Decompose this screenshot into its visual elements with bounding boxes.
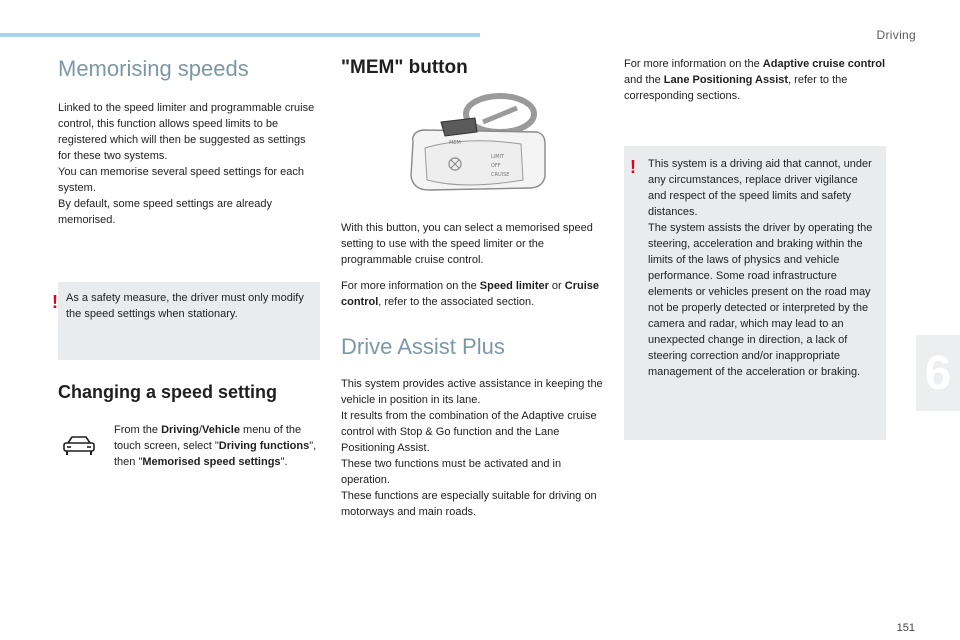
step-bold-driving: Driving [161, 424, 199, 436]
safety-warning-box [52, 282, 320, 360]
col3-text-1: For more information on the [624, 58, 763, 70]
intro-paragraph-3: By default, some speed settings are already memorised. [58, 198, 273, 226]
col3-text-2: and the [624, 74, 664, 86]
bold-lane-positioning-assist: Lane Positioning Assist [663, 74, 789, 86]
driving-aid-warning-1: This system is a driving aid that cannot, under any circumstances, replace driver vigilance and respect of the speed limits and safety distances. [648, 158, 872, 218]
drive-assist-paragraph-1: This system provides active assistance in keeping the vehicle in position in its lane. [341, 378, 603, 406]
bold-speed-limiter: Speed limiter [479, 280, 549, 292]
warning-exclamation-icon-2: ! [630, 157, 636, 177]
driving-aid-warning-box [624, 146, 886, 440]
label-mem: MEM [449, 140, 461, 146]
mem-description: With this button, you can select a memorised speed setting to use with the speed limiter or the programmable cruise control. [341, 222, 593, 266]
drive-assist-paragraph-4: These functions are especially suitable for driving on motorways and main roads. [341, 490, 597, 518]
column-drive-assist-warnings [624, 56, 886, 440]
more-info-text-2: or [548, 280, 565, 292]
warning-exclamation-icon: ! [52, 292, 58, 312]
mem-more-info [341, 278, 605, 310]
step-block [58, 422, 320, 492]
more-info-text-1: For more information on the [341, 280, 480, 292]
title-memorising-speeds: Memorising speeds [58, 56, 249, 81]
step-text-1: From the [114, 424, 162, 436]
label-limit: LIMIT [491, 154, 505, 160]
driving-aid-warning-2: The system assists the driver by operating the steering, acceleration and braking within the limits of the laws of physics and vehicle performance. Some road infrastructure elements or vehicles present on the road may not be properly detected or interpreted by the camera and radar, which may lead to an unexpected change in direction, a lack of steering correction and/or inappropriate management of the acceleration or braking. [648, 222, 873, 378]
column-mem-button [341, 56, 605, 520]
chapter-tab [916, 335, 960, 411]
more-info-text-3: , refer to the associated section. [378, 296, 535, 308]
step-text-5: ". [280, 456, 288, 468]
step-text-2: / [198, 424, 203, 436]
label-off: OFF [491, 163, 501, 169]
col3-text-3: , refer to the corresponding sections. [624, 74, 848, 102]
subtitle-changing-speed-setting: Changing a speed setting [58, 382, 278, 402]
bold-adaptive-cruise-control: Adaptive cruise control [762, 58, 886, 70]
car-settings-icon [62, 434, 96, 456]
step-bold-memorised-speed-settings: Memorised speed settings [142, 456, 281, 468]
step-text-4: ", then " [114, 440, 317, 468]
intro-paragraph-1: Linked to the speed limiter and programmable cruise control, this function allows speed limits to be registered which will then be suggested as settings for these two systems. [58, 102, 315, 162]
title-drive-assist-plus: Drive Assist Plus [341, 334, 505, 359]
intro-paragraph-2: You can memorise several speed settings for each system. [58, 166, 305, 194]
chapter-number: 6 [924, 346, 952, 400]
adaptive-cruise-more-info [624, 56, 886, 104]
column-memorising-speeds [52, 56, 320, 492]
drive-assist-paragraph-3: These two functions must be activated and in operation. [341, 458, 562, 486]
safety-warning-text: As a safety measure, the driver must only modify the speed settings when stationary. [66, 292, 304, 320]
step-bold-vehicle: Vehicle [202, 424, 240, 436]
label-cruise: CRUISE [491, 172, 510, 178]
steering-illustration [341, 88, 605, 200]
drive-assist-paragraph-2: It results from the combination of the Adaptive cruise control with Stop & Go function and the Lane Positioning Assist. [341, 410, 597, 454]
header-accent-bar [0, 33, 480, 37]
page-number: 151 [896, 622, 915, 634]
step-text-3: menu of the touch screen, select " [114, 424, 302, 452]
bold-cruise-control: Cruise control [341, 280, 600, 308]
title-mem-button: "MEM" button [341, 57, 468, 78]
step-text [114, 422, 322, 470]
steering-stalk-illustration [405, 92, 555, 196]
section-label: Driving [876, 28, 916, 42]
step-bold-driving-functions: Driving functions [218, 440, 310, 452]
